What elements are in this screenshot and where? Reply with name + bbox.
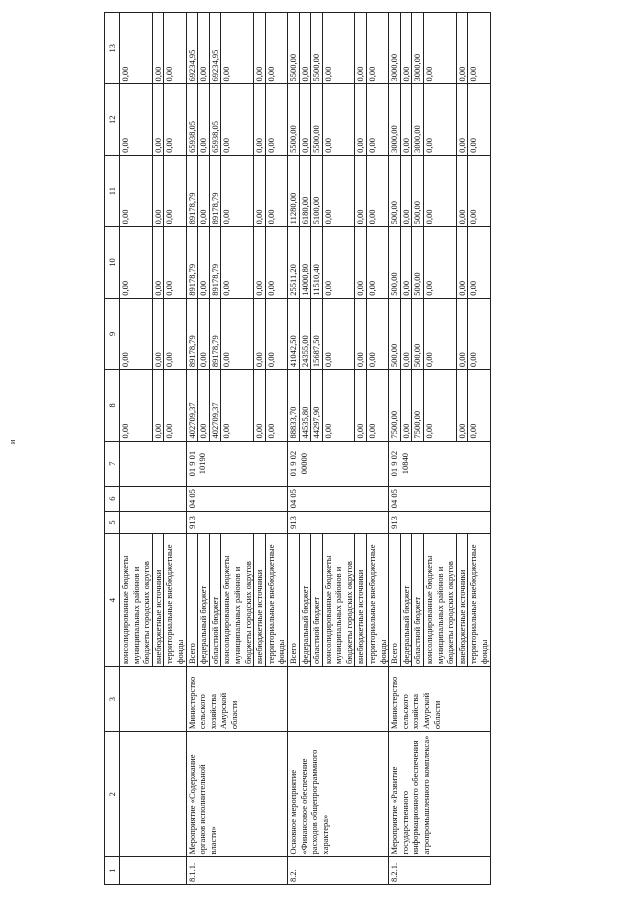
amount-cell: 0,00 (198, 84, 210, 155)
column-number: 9 (105, 298, 120, 369)
csr-code: 01 9 02 10840 (389, 441, 490, 486)
funding-source: территориальные внебюджетные фонды (164, 534, 186, 667)
amount-cell: 402709,37 (186, 370, 198, 441)
amount-cell: 0,00 (424, 84, 457, 155)
amount-cell: 0,00 (265, 227, 287, 298)
funding-source: консолидированные бюджеты муниципальных районов и бюджеты городских округов (120, 534, 153, 667)
amount-cell: 0,00 (456, 84, 468, 155)
amount-cell: 0,00 (400, 84, 412, 155)
column-number: 6 (105, 486, 120, 511)
amount-cell: 0,00 (120, 370, 153, 441)
funding-source: консолидированные бюджеты муниципальных районов и бюджеты городских округов (221, 534, 254, 667)
rzpr-code: 04 05 (287, 486, 388, 511)
cont-empty-7 (120, 441, 187, 486)
amount-cell: 0,00 (221, 13, 254, 85)
amount-cell: 0,00 (265, 155, 287, 226)
amount-cell: 0,00 (424, 227, 457, 298)
column-number: 11 (105, 155, 120, 226)
amount-cell: 3000,00 (412, 13, 424, 85)
rotated-content (100, 0, 640, 905)
amount-cell: 0,00 (400, 155, 412, 226)
amount-cell: 0,00 (265, 370, 287, 441)
responsible-party (287, 667, 388, 732)
funding-source: территориальные внебюджетные фонды (367, 534, 389, 667)
amount-cell: 3000,00 (389, 13, 401, 85)
cont-empty-5 (120, 511, 187, 534)
amount-cell: 0,00 (355, 13, 367, 85)
amount-cell: 0,00 (322, 227, 355, 298)
amount-cell: 0,00 (265, 298, 287, 369)
rotated-page (100, 0, 640, 905)
amount-cell: 0,00 (254, 370, 266, 441)
amount-cell: 0,00 (221, 227, 254, 298)
amount-cell: 0,00 (424, 370, 457, 441)
column-number: 5 (105, 511, 120, 534)
amount-cell: 0,00 (456, 298, 468, 369)
amount-cell: 5500,00 (287, 84, 299, 155)
column-number: 13 (105, 13, 120, 85)
amount-cell: 0,00 (355, 298, 367, 369)
amount-cell: 89178,79 (186, 298, 198, 369)
amount-cell: 0,00 (254, 13, 266, 85)
amount-cell: 69234,95 (186, 13, 198, 85)
amount-cell: 0,00 (164, 227, 186, 298)
item-name: Мероприятие «Развитие государственного информационного обеспечения агропромышленного комплекса» (389, 732, 490, 857)
amount-cell: 0,00 (468, 227, 490, 298)
amount-cell: 0,00 (400, 13, 412, 85)
funding-source: областной бюджет (412, 534, 424, 667)
responsible-party: Министерство сельского хозяйства Амурской области (186, 667, 287, 732)
table-row (120, 13, 153, 885)
amount-cell: 24355,00 (299, 298, 311, 369)
amount-cell: 0,00 (198, 155, 210, 226)
amount-cell: 0,00 (322, 370, 355, 441)
amount-cell: 0,00 (424, 155, 457, 226)
amount-cell: 0,00 (322, 298, 355, 369)
item-name: Основное мероприятие «Финансовое обеспечение расходов общепрограммного характера» (287, 732, 388, 857)
cont-empty-2 (120, 732, 187, 857)
amount-cell: 5500,00 (311, 84, 323, 155)
amount-cell: 0,00 (456, 227, 468, 298)
rzpr-code: 04 05 (389, 486, 490, 511)
amount-cell: 500,00 (389, 298, 401, 369)
amount-cell: 7500,00 (412, 370, 424, 441)
amount-cell: 0,00 (424, 298, 457, 369)
amount-cell: 0,00 (152, 13, 164, 85)
amount-cell: 402709,37 (209, 370, 221, 441)
csr-code: 01 9 01 10190 (186, 441, 287, 486)
amount-cell: 0,00 (367, 84, 389, 155)
amount-cell: 0,00 (299, 84, 311, 155)
cont-empty-1 (120, 857, 187, 885)
amount-cell: 88833,70 (287, 370, 299, 441)
amount-cell: 65938,05 (209, 84, 221, 155)
amount-cell: 0,00 (221, 155, 254, 226)
amount-cell: 0,00 (322, 155, 355, 226)
amount-cell: 0,00 (468, 13, 490, 85)
amount-cell: 0,00 (424, 13, 457, 85)
amount-cell: 5500,00 (311, 13, 323, 85)
amount-cell: 0,00 (221, 298, 254, 369)
amount-cell: 0,00 (120, 298, 153, 369)
amount-cell: 0,00 (198, 370, 210, 441)
amount-cell: 0,00 (120, 155, 153, 226)
amount-cell: 0,00 (456, 370, 468, 441)
amount-cell: 0,00 (468, 84, 490, 155)
amount-cell: 0,00 (164, 298, 186, 369)
amount-cell: 0,00 (400, 298, 412, 369)
column-number: 2 (105, 732, 120, 857)
funding-source: консолидированные бюджеты муниципальных районов и бюджеты городских округов (322, 534, 355, 667)
amount-cell: 0,00 (254, 84, 266, 155)
column-number: 8 (105, 370, 120, 441)
amount-cell: 11280,00 (287, 155, 299, 226)
amount-cell: 3000,00 (412, 84, 424, 155)
amount-cell: 0,00 (164, 370, 186, 441)
amount-cell: 0,00 (152, 370, 164, 441)
responsible-party: Министерство сельского хозяйства Амурской области (389, 667, 490, 732)
amount-cell: 0,00 (198, 13, 210, 85)
amount-cell: 500,00 (412, 298, 424, 369)
amount-cell: 0,00 (120, 227, 153, 298)
item-index: 8.2. (287, 857, 388, 885)
amount-cell: 0,00 (456, 155, 468, 226)
funding-source: федеральный бюджет (400, 534, 412, 667)
grbs-code: 913 (287, 511, 388, 534)
amount-cell: 0,00 (221, 370, 254, 441)
amount-cell: 0,00 (367, 13, 389, 85)
item-name: Мероприятие «Содержание органов исполнительной власти» (186, 732, 287, 857)
header-row (105, 13, 120, 885)
amount-cell: 25511,20 (287, 227, 299, 298)
amount-cell: 0,00 (355, 84, 367, 155)
amount-cell: 0,00 (254, 227, 266, 298)
funding-source: территориальные внебюджетные фонды (265, 534, 287, 667)
amount-cell: 69234,95 (209, 13, 221, 85)
csr-code: 01 9 02 00000 (287, 441, 388, 486)
amount-cell: 0,00 (198, 227, 210, 298)
amount-cell: 0,00 (198, 298, 210, 369)
amount-cell: 0,00 (456, 13, 468, 85)
amount-cell: 0,00 (254, 298, 266, 369)
amount-cell: 0,00 (265, 13, 287, 85)
amount-cell: 0,00 (265, 84, 287, 155)
funding-source: внебюджетные источники (456, 534, 468, 667)
funding-source: областной бюджет (209, 534, 221, 667)
funding-source: федеральный бюджет (198, 534, 210, 667)
amount-cell: 0,00 (468, 370, 490, 441)
cont-empty-3 (120, 667, 187, 732)
amount-cell: 0,00 (322, 13, 355, 85)
amount-cell: 5100,00 (311, 155, 323, 226)
funding-source: внебюджетные источники (355, 534, 367, 667)
cont-empty-6 (120, 486, 187, 511)
funding-source: территориальные внебюджетные фонды (468, 534, 490, 667)
amount-cell: 41042,50 (287, 298, 299, 369)
amount-cell: 0,00 (164, 13, 186, 85)
amount-cell: 0,00 (355, 227, 367, 298)
amount-cell: 65938,05 (186, 84, 198, 155)
amount-cell: 6180,00 (299, 155, 311, 226)
table-row (287, 13, 299, 885)
amount-cell: 0,00 (120, 13, 153, 85)
amount-cell: 5500,00 (287, 13, 299, 85)
funding-source: Всего (389, 534, 401, 667)
funding-source: Всего (186, 534, 198, 667)
table-row (389, 13, 401, 885)
amount-cell: 0,00 (400, 227, 412, 298)
amount-cell: 0,00 (152, 155, 164, 226)
amount-cell: 0,00 (468, 155, 490, 226)
amount-cell: 44535,80 (299, 370, 311, 441)
item-index: 8.2.1. (389, 857, 490, 885)
amount-cell: 500,00 (412, 227, 424, 298)
funding-source: консолидированные бюджеты муниципальных районов и бюджеты городских округов (424, 534, 457, 667)
amount-cell: 0,00 (164, 155, 186, 226)
funding-source: Всего (287, 534, 299, 667)
amount-cell: 0,00 (322, 84, 355, 155)
amount-cell: 0,00 (400, 370, 412, 441)
amount-cell: 0,00 (152, 227, 164, 298)
column-number: 4 (105, 534, 120, 667)
amount-cell: 89178,79 (209, 298, 221, 369)
column-number: 7 (105, 441, 120, 486)
grbs-code: 913 (389, 511, 490, 534)
column-number: 3 (105, 667, 120, 732)
amount-cell: 0,00 (120, 84, 153, 155)
amount-cell: 89178,79 (186, 227, 198, 298)
funding-source: внебюджетные источники (254, 534, 266, 667)
amount-cell: 0,00 (355, 155, 367, 226)
amount-cell: 0,00 (367, 155, 389, 226)
amount-cell: 14000,80 (299, 227, 311, 298)
amount-cell: 15687,50 (311, 298, 323, 369)
amount-cell: 0,00 (221, 84, 254, 155)
amount-cell: 11510,40 (311, 227, 323, 298)
funding-source: областной бюджет (311, 534, 323, 667)
amount-cell: 500,00 (389, 155, 401, 226)
amount-cell: 0,00 (468, 298, 490, 369)
amount-cell: 89178,79 (186, 155, 198, 226)
column-number: 12 (105, 84, 120, 155)
funding-source: федеральный бюджет (299, 534, 311, 667)
page-number: и (8, 439, 17, 444)
amount-cell: 7500,00 (389, 370, 401, 441)
amount-cell: 89178,79 (209, 155, 221, 226)
amount-cell: 0,00 (355, 370, 367, 441)
amount-cell: 0,00 (254, 155, 266, 226)
rzpr-code: 04 05 (186, 486, 287, 511)
column-number: 10 (105, 227, 120, 298)
amount-cell: 500,00 (389, 227, 401, 298)
item-index: 8.1.1. (186, 857, 287, 885)
amount-cell: 0,00 (367, 298, 389, 369)
amount-cell: 89178,79 (209, 227, 221, 298)
table-row (186, 13, 198, 885)
amount-cell: 0,00 (152, 84, 164, 155)
amount-cell: 0,00 (367, 227, 389, 298)
amount-cell: 0,00 (367, 370, 389, 441)
funding-source: внебюджетные источники (152, 534, 164, 667)
amount-cell: 0,00 (299, 13, 311, 85)
amount-cell: 44297,90 (311, 370, 323, 441)
amount-cell: 3000,00 (389, 84, 401, 155)
column-number: 1 (105, 857, 120, 885)
amount-cell: 0,00 (152, 298, 164, 369)
budget-table (104, 12, 491, 885)
amount-cell: 500,00 (412, 155, 424, 226)
grbs-code: 913 (186, 511, 287, 534)
amount-cell: 0,00 (164, 84, 186, 155)
